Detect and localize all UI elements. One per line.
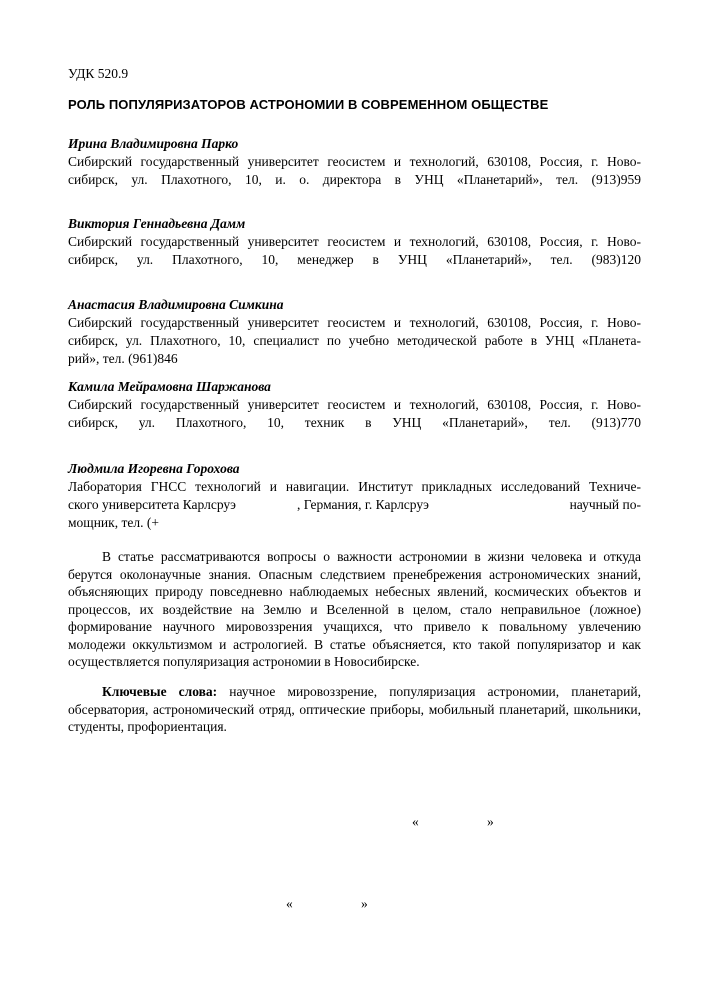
author-name: Ирина Владимировна Парко	[68, 136, 239, 151]
close-quote: »	[487, 814, 494, 829]
abstract-paragraph: В статье рассматриваются вопросы о важности астрономии в жизни человека и откуда берутся околонаучные знания. Опасным следствием пренебрежения астрономических знаний, объясняющих природу повседневно наблюдаемых небесных явлений, космических объектов и процессов, их воздействие на Землю и Вселенной в целом, стало неправильное (ложное) формирование научного мировоззрения учащихся, что привело к повальному увлечению молодежи оккультизмом и астрологией. В статье объясняется, кто такой популяризатор и как осуществляется популяризация астрономии в Новосибирске.	[68, 549, 641, 669]
author-name: Камила Мейрамовна Шаржанова	[68, 379, 271, 394]
affiliation-fragment: научный по-	[569, 497, 641, 512]
author-affiliation-line: Сибирский государственный университет геосистем и технологий, 630108, Россия, г. Ново-	[68, 154, 641, 169]
author-block-3	[68, 296, 641, 368]
author-block-4	[68, 378, 641, 432]
author-affiliation-line: сибирск, ул. Плахотного, 10, техник в УНЦ «Планетарий», тел. (913)770	[68, 415, 641, 430]
keywords-paragraph	[68, 683, 641, 736]
author-block-1	[68, 135, 641, 189]
author-affiliation-line: мощник, тел. (+	[68, 515, 159, 530]
keywords-text: научное мировоззрение, популяризация астрономии, планетарий, обсерватория, астрономический отряд, оптические приборы, мобильный планетарий, школьники, студенты, профориентация.	[68, 684, 642, 734]
keywords-label: Ключевые слова:	[102, 684, 218, 699]
author-block-2	[68, 215, 641, 269]
author-affiliation-line: сибирск, ул. Плахотного, 10, специалист по учебно методической работе в УНЦ «Планета-	[68, 333, 641, 348]
open-quote: «	[412, 814, 419, 829]
affiliation-fragment: ского университета Карлсруэ	[68, 497, 236, 512]
author-affiliation-line: Сибирский государственный университет геосистем и технологий, 630108, Россия, г. Ново-	[68, 315, 641, 330]
author-affiliation-line: сибирск, ул. Плахотного, 10, и. о. директора в УНЦ «Планетарий», тел. (913)959	[68, 172, 641, 187]
author-name: Людмила Игоревна Горохова	[68, 461, 240, 476]
author-affiliation-line: Сибирский государственный университет геосистем и технологий, 630108, Россия, г. Ново-	[68, 397, 641, 412]
open-quote: «	[286, 896, 293, 911]
author-name: Виктория Геннадьевна Дамм	[68, 216, 246, 231]
author-affiliation-line: Сибирский государственный университет геосистем и технологий, 630108, Россия, г. Ново-	[68, 234, 641, 249]
author-affiliation-line: Лаборатория ГНСС технологий и навигации. Институт прикладных исследований Техниче-	[68, 479, 641, 494]
author-name: Анастасия Владимировна Симкина	[68, 297, 284, 312]
author-affiliation-line: рий», тел. (961)846	[68, 351, 178, 366]
article-title: РОЛЬ ПОПУЛЯРИЗАТОРОВ АСТРОНОМИИ В СОВРЕМЕННОМ ОБЩЕСТВЕ	[68, 97, 549, 112]
udk-code: УДК 520.9	[68, 66, 129, 81]
affiliation-fragment: , Германия, г. Карлсруэ	[297, 497, 429, 512]
author-block-5	[68, 460, 641, 532]
author-affiliation-line	[68, 496, 641, 514]
close-quote: »	[361, 896, 368, 911]
author-affiliation-line: сибирск, ул. Плахотного, 10, менеджер в УНЦ «Планетарий», тел. (983)120	[68, 252, 641, 267]
